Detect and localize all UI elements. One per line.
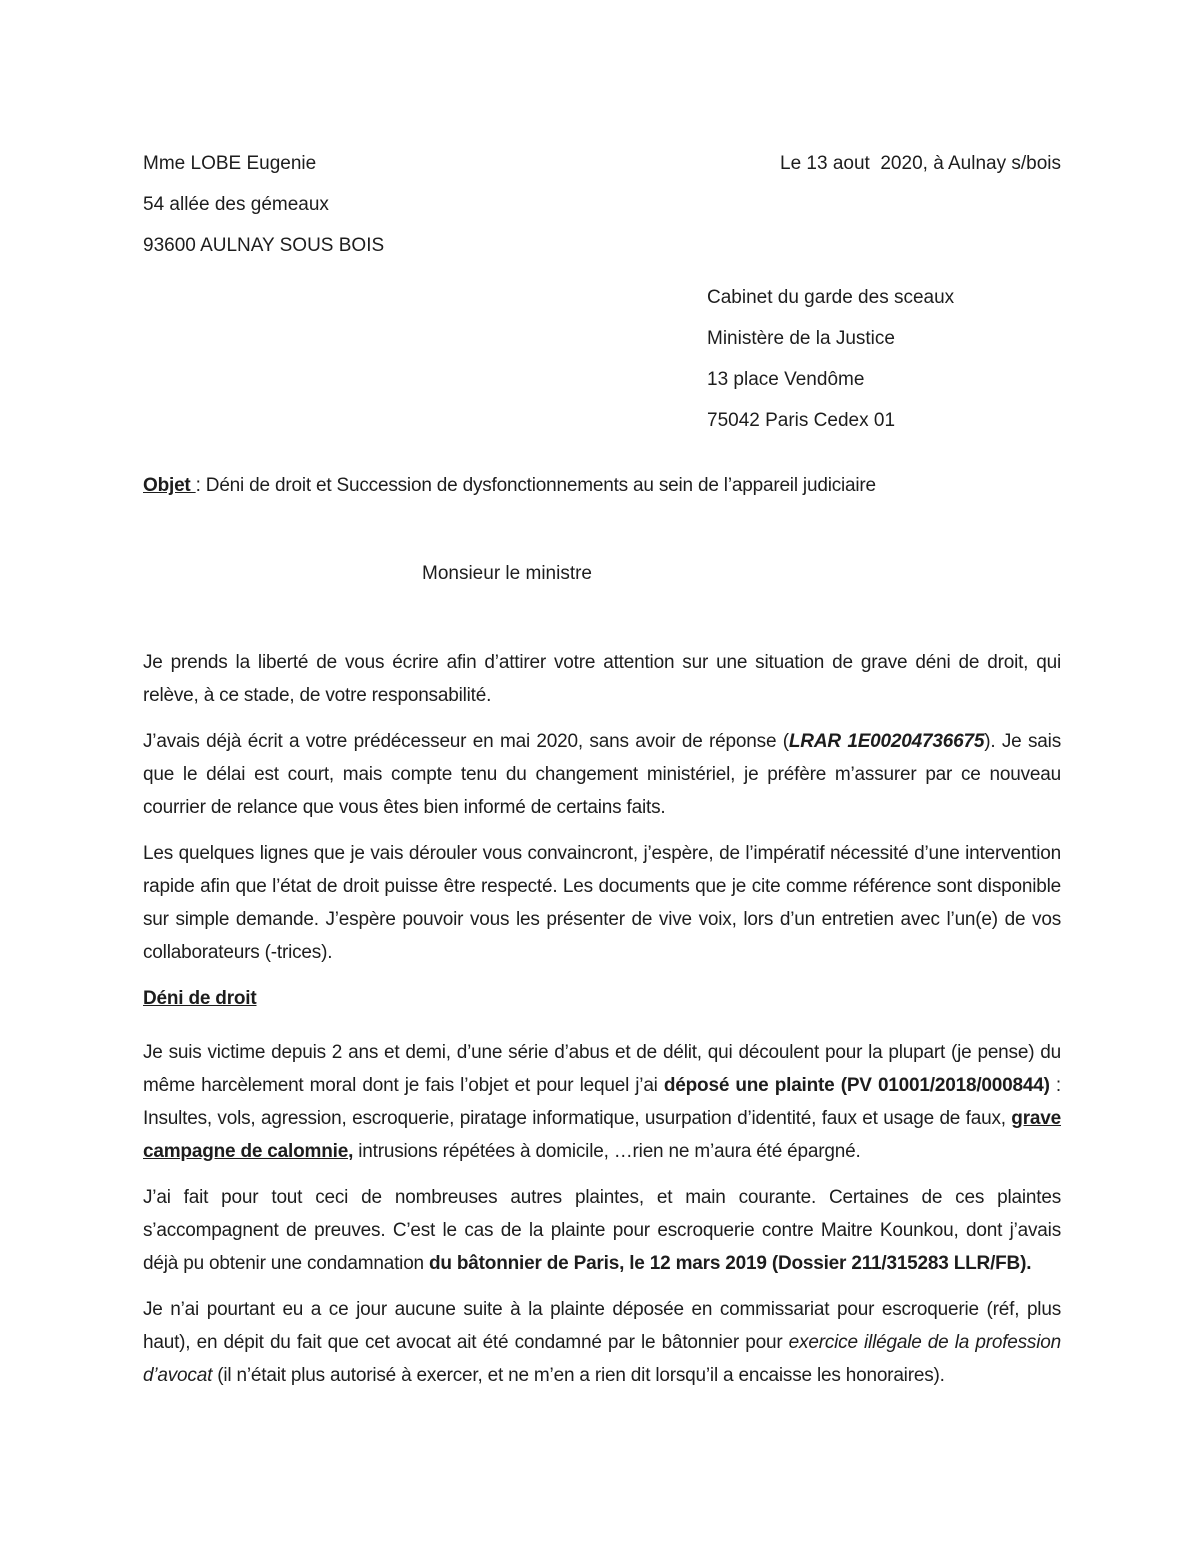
letter-content (143, 143, 1061, 1405)
text-run: Les quelques lignes que je vais dérouler vous convaincront, j’espère, de l’impératif nécessité d’une intervention rapide afin que l’état de droit puisse être respecté. Les documents que je cite comme référence sont disponible sur simple demande. J’espère pouvoir vous les présenter de vive voix, lors d’un entretien avec l’un(e) de vos collaborateurs (-trices). (143, 843, 1061, 963)
section-heading-deni-de-droit: Déni de droit (143, 988, 257, 1009)
text-run: grave campagne de calomnie, (143, 1108, 1061, 1162)
paragraph-intro (143, 646, 1061, 712)
recipient-line-1: Cabinet du garde des sceaux (707, 287, 955, 308)
paragraph-previous-letter (143, 725, 1061, 824)
sender-address-line-2: 93600 AULNAY SOUS BOIS (143, 235, 385, 256)
letter-body (143, 646, 1061, 1392)
text-run: du bâtonnier de Paris, le 12 mars 2019 (Dossier 211/315283 LLR/FB). (429, 1253, 1032, 1274)
text-run: exercice illégale de la profession d’avocat (143, 1332, 1061, 1386)
recipient-line-2: Ministère de la Justice (707, 328, 895, 349)
salutation: Monsieur le ministre (422, 563, 592, 584)
text-run: : Insultes, vols, agression, escroquerie, piratage informatique, usurpation d’identité, faux et usage de faux, (143, 1075, 1061, 1129)
recipient-line-3: 13 place Vendôme (707, 369, 865, 390)
letter-header (143, 143, 1061, 184)
text-run: déposé une plainte (PV 01001/2018/000844) (663, 1075, 1050, 1096)
text-run: Je prends la liberté de vous écrire afin d’attirer votre attention sur une situation de grave déni de droit, qui relève, à ce stade, de votre responsabilité. (143, 652, 1061, 706)
text-run: ). Je sais que le délai est court, mais compte tenu du changement ministériel, je préfère m’assurer par ce nouveau courrier de relance que vous êtes bien informé de certains faits. (143, 731, 1061, 818)
text-run: Objet (143, 475, 196, 496)
recipient-block (707, 277, 1061, 441)
recipient-line-4: 75042 Paris Cedex 01 (707, 410, 896, 431)
text-run: (il n’était plus autorisé à exercer, et ne m’en a rien dit lorsqu’il a encaisse les honoraires). (212, 1365, 945, 1386)
paragraph-complaints-kounkou (143, 1181, 1061, 1280)
subject-line (143, 469, 1061, 502)
date-line: Le 13 aout 2020, à Aulnay s/bois (780, 153, 1061, 174)
text-run: Je n’ai pourtant eu a ce jour aucune suite à la plainte déposée en commissariat pour escroquerie (réf, plus haut), en dépit du fait que cet avocat ait été condamné par le bâtonnier pour (143, 1299, 1061, 1353)
text-run: J’avais déjà écrit a votre prédécesseur en mai 2020, sans avoir de réponse ( (143, 731, 789, 752)
text-run: J’ai fait pour tout ceci de nombreuses autres plaintes, et main courante. Certaines de ces plaintes s’accompagnent de preuves. C’est le cas de la plainte pour escroquerie contre Maitre Kounkou, dont j’avais déjà pu obtenir une condamnation (143, 1187, 1061, 1274)
paragraph-no-follow-up (143, 1293, 1061, 1392)
sender-address-line-1: 54 allée des gémeaux (143, 194, 329, 215)
text-run: intrusions répétées à domicile, …rien ne m’aura été épargné. (353, 1141, 861, 1162)
paragraph-request-meeting (143, 837, 1061, 969)
text-run: LRAR 1E00204736675 (788, 731, 985, 752)
text-run: Je suis victime depuis 2 ans et demi, d’une série d’abus et de délit, qui découlent pour la plupart (je pense) du même harcèlement moral dont je fais l’objet et pour lequel j’ai (143, 1042, 1061, 1096)
paragraph-victim-abuses (143, 1036, 1061, 1168)
sender-name: Mme LOBE Eugenie (143, 153, 317, 174)
text-run: : Déni de droit et Succession de dysfonctionnements au sein de l’appareil judiciaire (195, 475, 876, 496)
